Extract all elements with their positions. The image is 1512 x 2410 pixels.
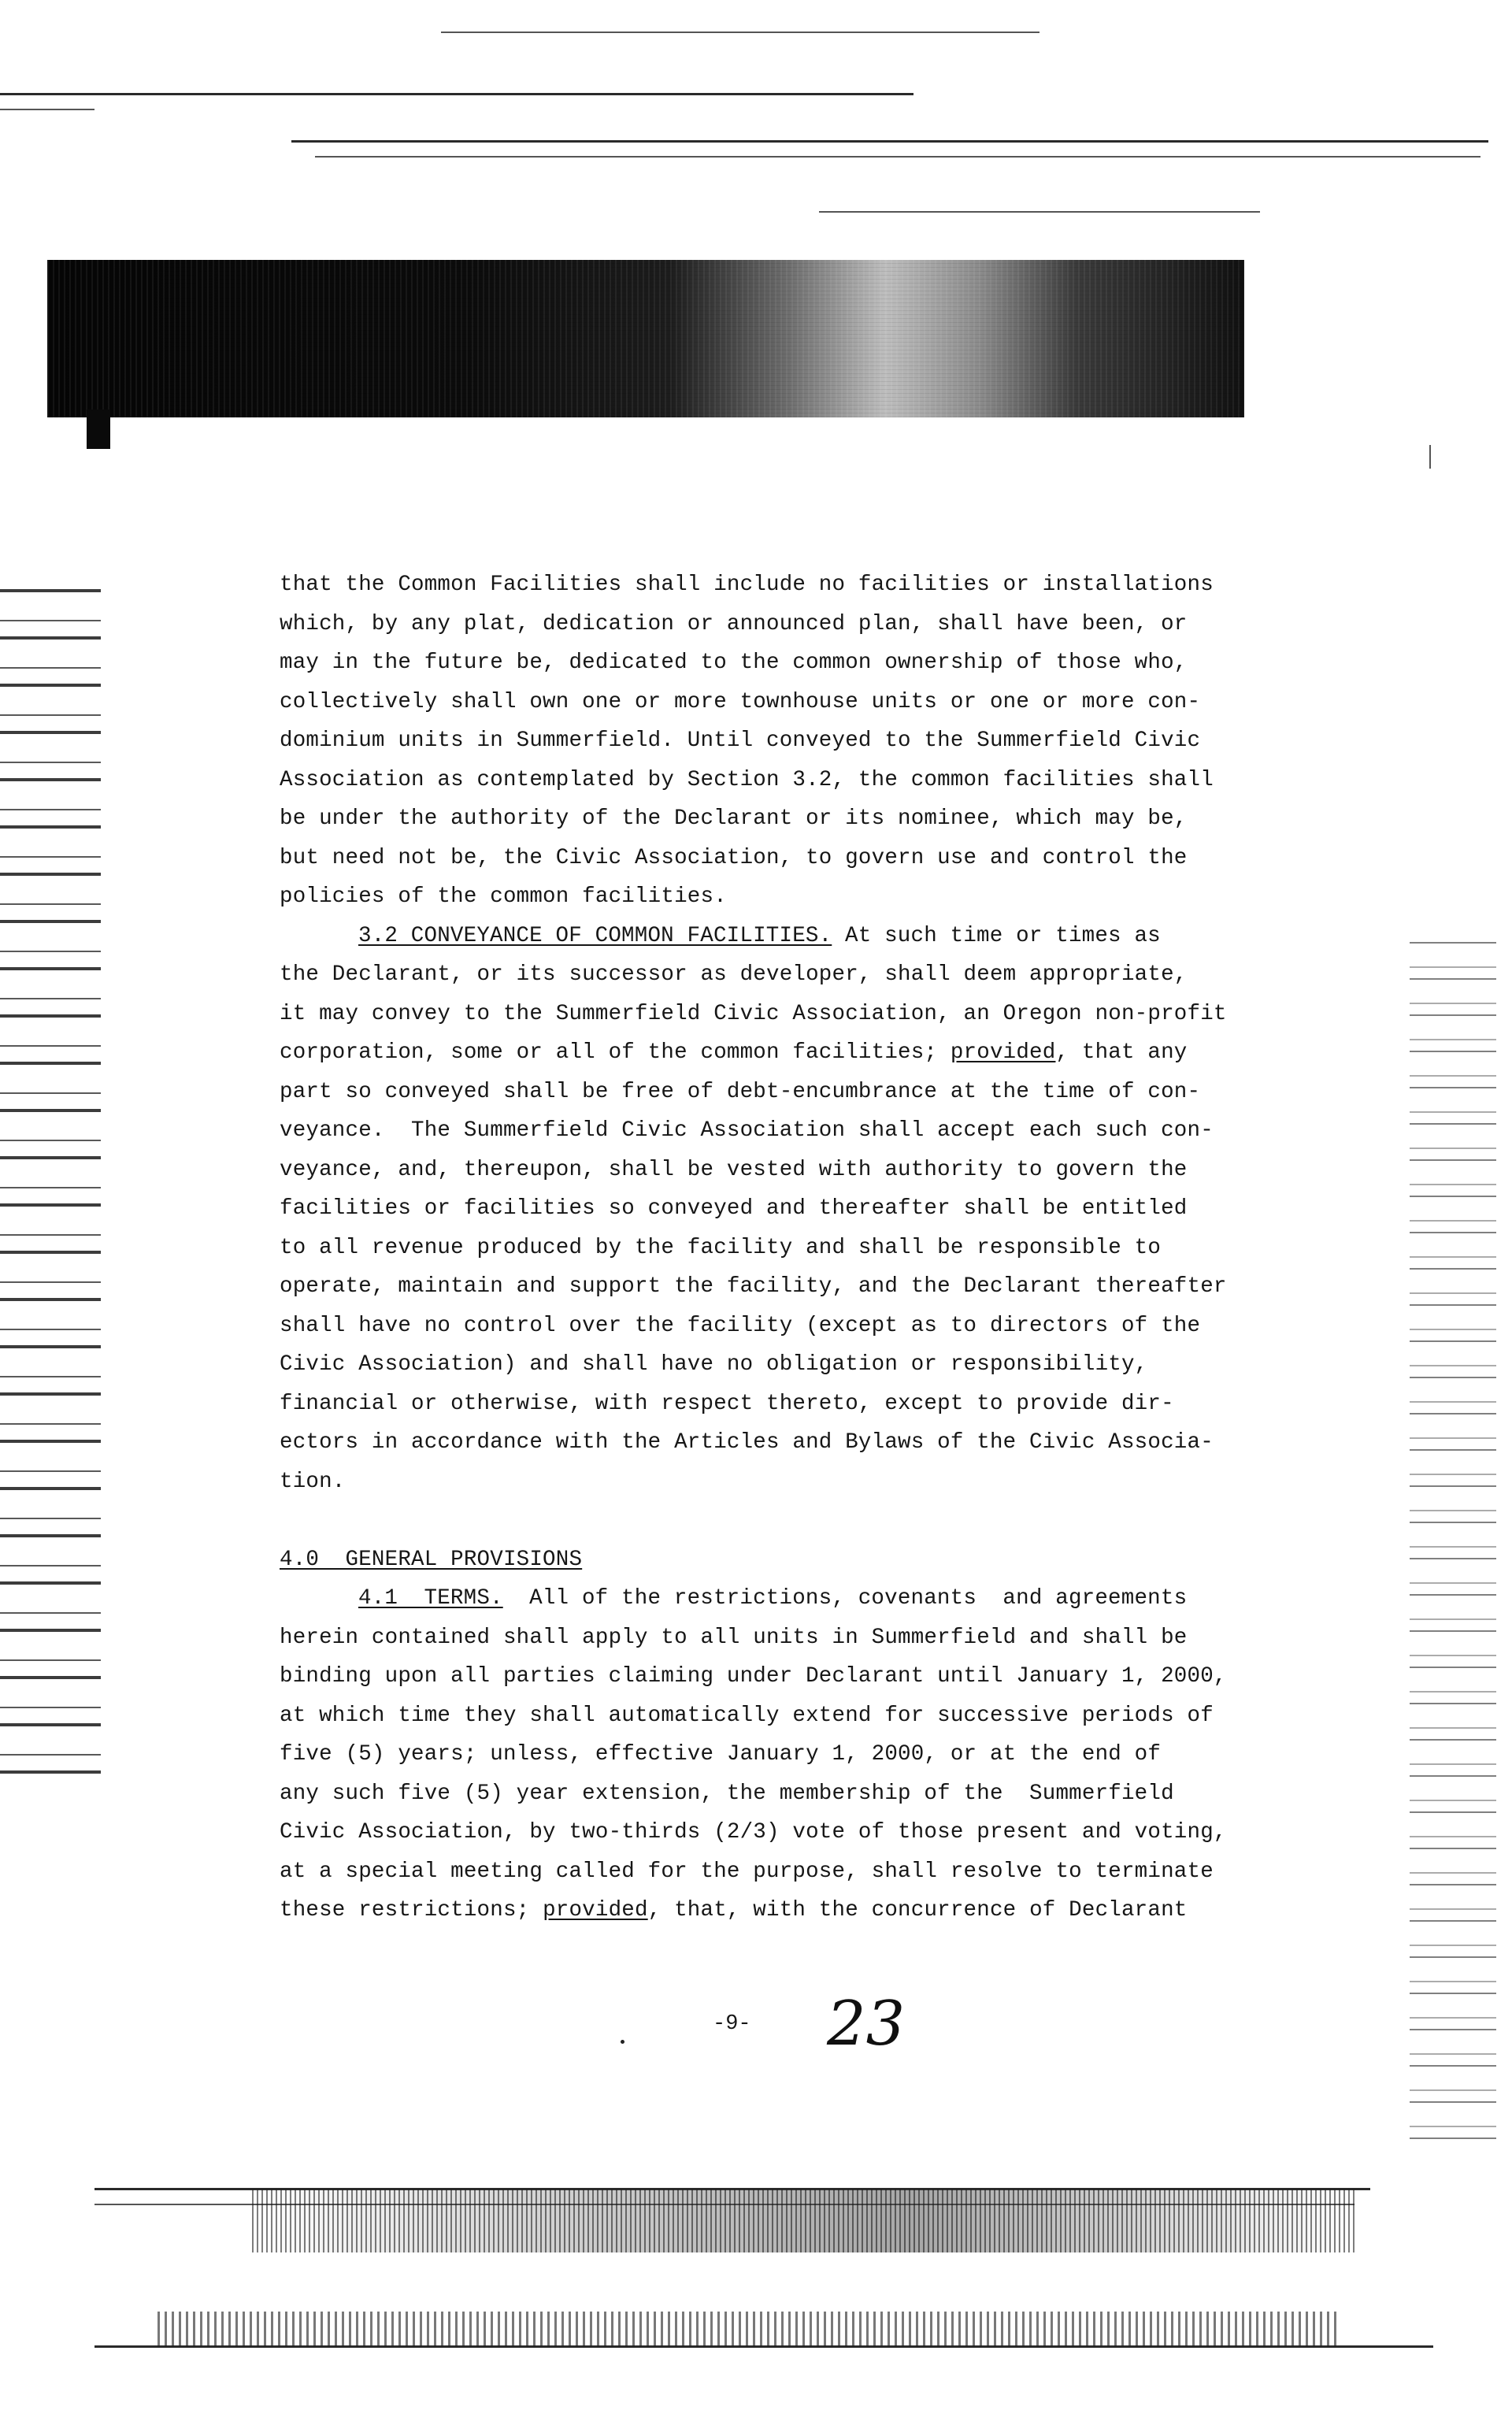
scan-bottom-noise: [252, 2189, 1354, 2252]
text-span: At such time or times as: [832, 923, 1161, 948]
text-line: Association as contemplated by Section 3.2, the common facilities shall: [280, 767, 1214, 792]
text-line: collectively shall own one or more townhouse units or one or more con-: [280, 689, 1201, 714]
text-line: to all revenue produced by the facility and shall be responsible to: [280, 1235, 1162, 1260]
page-number: -9-: [713, 2012, 751, 2036]
text-line: part so conveyed shall be free of debt-encumbrance at the time of con-: [280, 1079, 1201, 1104]
blank-line: [280, 1501, 1225, 1541]
scan-notch: [87, 410, 110, 449]
section-4-0-heading-line: [280, 1541, 1225, 1580]
scan-right-margin: [1410, 937, 1496, 2150]
text-line: binding upon all parties claiming under Declarant until January 1, 2000,: [280, 1664, 1227, 1689]
text-line-provided: [280, 1891, 1225, 1930]
section-3-2-first-line: [280, 917, 1225, 956]
section-4-1-first-line: [280, 1579, 1225, 1618]
section-3-2: [280, 917, 1225, 1502]
text-line: but need not be, the Civic Association, to govern use and control the: [280, 845, 1188, 870]
scan-rule: [291, 140, 1488, 143]
paragraph-common-facilities: [280, 565, 1225, 917]
scan-noise: [47, 260, 1244, 417]
scan-mark: [1429, 445, 1431, 469]
section-4-0-heading: 4.0 GENERAL PROVISIONS: [280, 1547, 583, 1572]
text-line: which, by any plat, dedication or announced plan, shall have been, or: [280, 611, 1188, 636]
section-4-1-heading: 4.1 TERMS.: [358, 1586, 503, 1611]
text-span: these restrictions;: [280, 1898, 543, 1922]
text-span: corporation, some or all of the common facilities;: [280, 1040, 951, 1065]
text-line: be under the authority of the Declarant or its nominee, which may be,: [280, 806, 1188, 831]
text-span: All of the restrictions, covenants and agreements: [502, 1586, 1188, 1611]
text-line: policies of the common facilities.: [280, 884, 727, 909]
text-line: shall have no control over the facility (except as to directors of the: [280, 1313, 1201, 1338]
scan-rule: [0, 93, 914, 95]
text-line: ectors in accordance with the Articles and Bylaws of the Civic Associa-: [280, 1430, 1214, 1455]
text-line: tion.: [280, 1469, 346, 1494]
scan-left-margin: [0, 575, 101, 1788]
provided-emphasis: provided: [950, 1040, 1056, 1065]
text-line: operate, maintain and support the facility, and the Declarant thereafter: [280, 1274, 1227, 1299]
text-line: that the Common Facilities shall include no facilities or installations: [280, 573, 1214, 597]
text-line: it may convey to the Summerfield Civic Association, an Oregon non-profit: [280, 1001, 1227, 1026]
text-line-provided: [280, 1033, 1225, 1073]
text-line: five (5) years; unless, effective January 1, 2000, or at the end of: [280, 1742, 1162, 1767]
text-line: the Declarant, or its successor as developer, shall deem appropriate,: [280, 962, 1188, 987]
text-line: at a special meeting called for the purpose, shall resolve to terminate: [280, 1859, 1214, 1884]
text-line: facilities or facilities so conveyed and thereafter shall be entitled: [280, 1196, 1188, 1221]
text-span: , that, with the concurrence of Declarant: [647, 1898, 1188, 1922]
section-3-2-heading: 3.2 CONVEYANCE OF COMMON FACILITIES.: [358, 923, 832, 948]
section-4-0: [280, 1541, 1225, 1580]
text-line: at which time they shall automatically extend for successive periods of: [280, 1703, 1214, 1728]
scan-rule: [0, 109, 94, 110]
text-span: , that any: [1055, 1040, 1188, 1065]
text-line: may in the future be, dedicated to the common ownership of those who,: [280, 651, 1188, 675]
handwritten-page-number: 23: [827, 1989, 906, 2060]
text-line: veyance, and, thereupon, shall be vested with authority to govern the: [280, 1157, 1188, 1182]
scan-dot: [621, 2040, 624, 2044]
text-line: herein contained shall apply to all units in Summerfield and shall be: [280, 1625, 1188, 1650]
scan-rule: [315, 156, 1480, 158]
text-line: any such five (5) year extension, the membership of the Summerfield: [280, 1781, 1174, 1806]
scan-rule: [819, 211, 1260, 213]
text-line: financial or otherwise, with respect thereto, except to provide dir-: [280, 1391, 1174, 1416]
text-line: Civic Association, by two-thirds (2/3) vote of those present and voting,: [280, 1820, 1227, 1845]
provided-emphasis: provided: [543, 1898, 648, 1922]
scan-bottom-noise: [158, 2312, 1339, 2347]
document-body: [280, 565, 1225, 1930]
scan-rule: [441, 32, 1040, 33]
text-line: veyance. The Summerfield Civic Association shall accept each such con-: [280, 1118, 1214, 1143]
section-4-1: [280, 1579, 1225, 1930]
text-line: Civic Association) and shall have no obligation or responsibility,: [280, 1352, 1148, 1377]
text-line: dominium units in Summerfield. Until conveyed to the Summerfield Civic: [280, 729, 1201, 753]
